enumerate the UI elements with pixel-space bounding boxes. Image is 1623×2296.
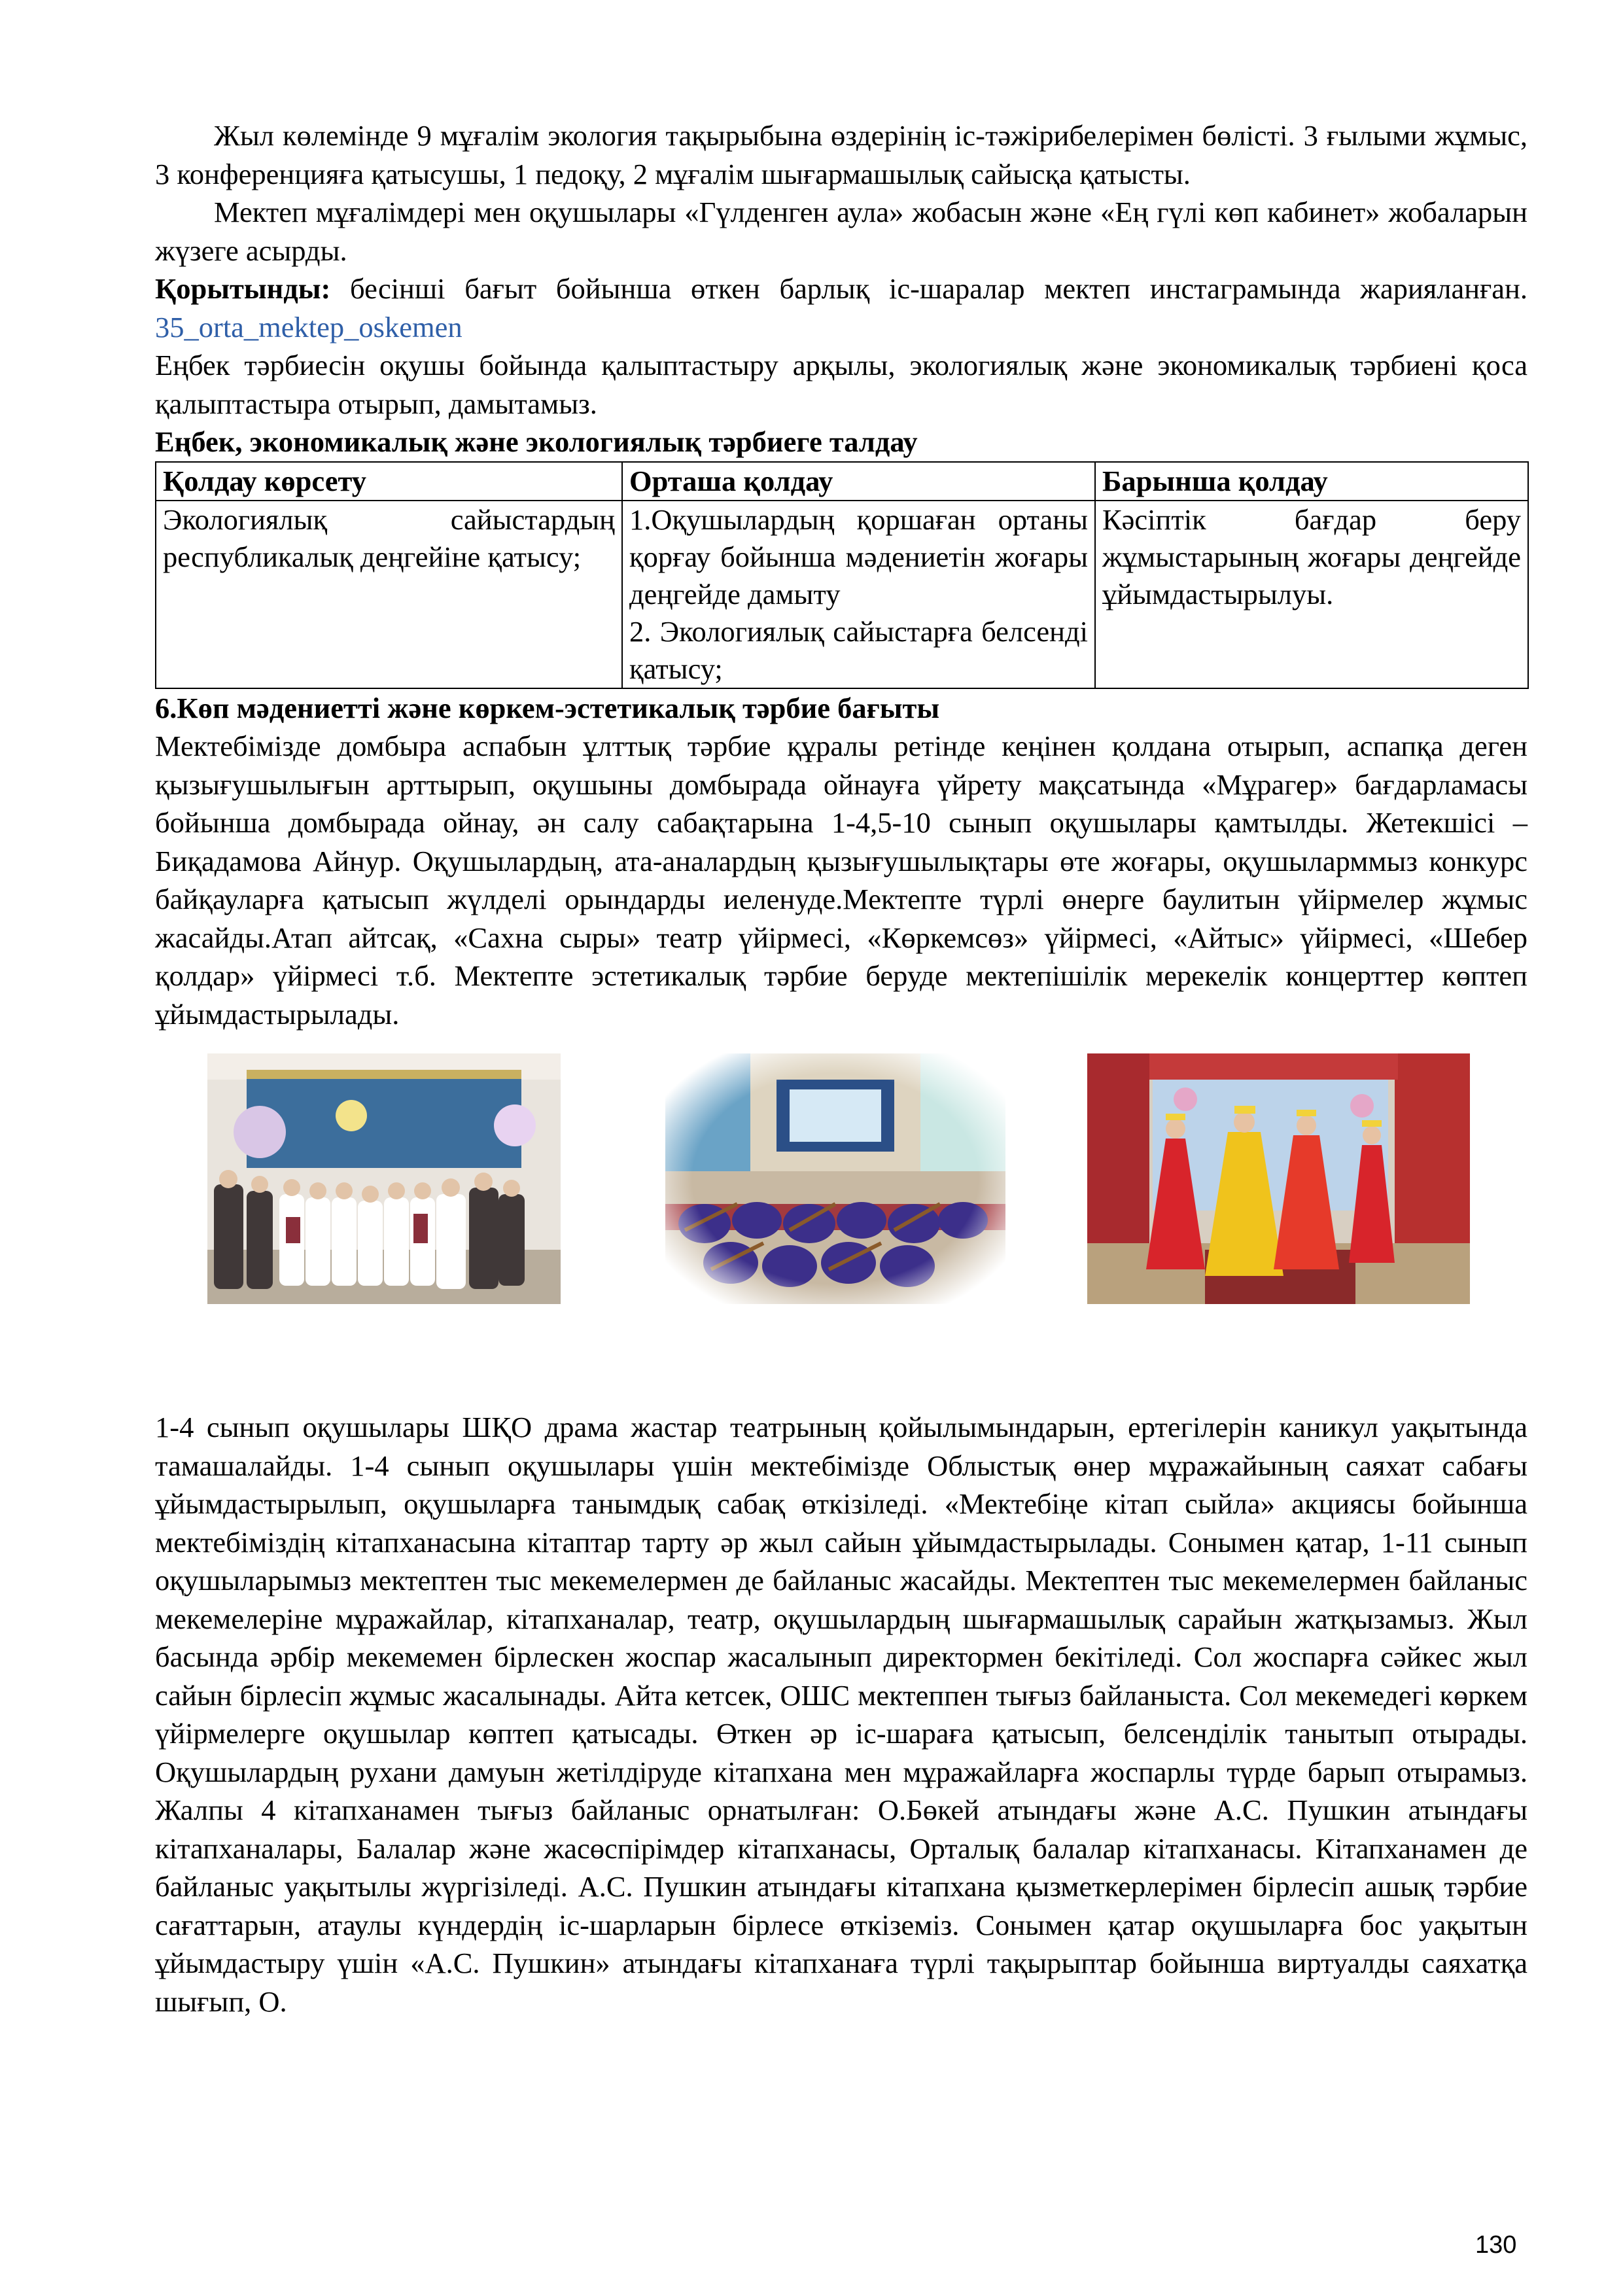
group-photo-icon xyxy=(207,1053,561,1304)
cell-max-support: Кәсіптік бағдар беру жұмыстарының жоғары деңгейде ұйымдастырылуы. xyxy=(1095,501,1528,688)
dance-performance-photo-icon xyxy=(1087,1053,1470,1304)
medium-support-item-1: 1.Оқушылардың қоршаған ортаны қорғау бойынша мәдениетін жоғары деңгейде дамыту xyxy=(629,503,1088,610)
medium-support-item-2: 2. Экологиялық сайыстарға белсенді қатысу; xyxy=(629,614,1088,685)
cell-medium-support xyxy=(622,501,1095,688)
paragraph-school-projects: Мектеп мұғалімдері мен оқушылары «Гүлденген аула» жобасын және «Ең гүлі көп кабинет» жобаларын жүзеге асырды. xyxy=(155,196,1527,267)
header-max-support: Барынша қолдау xyxy=(1095,462,1528,501)
header-support: Қолдау көрсету xyxy=(156,462,622,501)
support-levels-table xyxy=(155,461,1529,689)
conclusion-label: Қорытынды: xyxy=(155,272,331,305)
section-6-heading: 6.Көп мәдениетті және көркем-эстетикалық тәрбие бағыты xyxy=(155,691,940,724)
dombra-class-photo-icon xyxy=(665,1053,1005,1304)
table-title: Еңбек, экономикалық және экологиялық тәрбиеге талдау xyxy=(155,425,918,458)
paragraph-teachers-experience: Жыл көлемінде 9 мұғалім экология тақырыбына өздерінің іс-тәжірибелерімен бөлісті. 3 ғылыми жұмыс, 3 конференцияға қатысушы, 1 педоқу, 2 мұғалім шығармашылық сайысқа қатысты. xyxy=(155,119,1527,190)
page-content xyxy=(155,116,1527,2021)
photo-row xyxy=(155,1053,1527,1379)
header-medium-support: Орташа қолдау xyxy=(622,462,1095,501)
conclusion-paragraph xyxy=(155,270,1527,346)
paragraph-extracurricular: 1-4 сынып оқушылары ШҚО драма жастар театрының қойылымындарын, ертегілерін каникул уақытында тамашалайды. 1-4 сынып оқушылары үшін мектебімізде Облыстық өнер мұражайының саяхат сабағы ұйымдастырылып, оқушыларға танымдық сабақ өткізіледі. «Мектебіңе кітап сыйла» акциясы бойынша мектебіміздің кітапханасына кітаптар тарту әр жыл сайын ұйымдастырылады. Сонымен қатар, 1-11 сынып оқушыларымыз мектептен тыс мекемелермен де байланыс жасайды. Мектептен тыс мекемелермен байланыс мекемелеріне мұражайлар, кітапханалар, театр, оқушылардың шығармашылық сарайын жатқызамыз. Жыл басында әрбір мекемемен бірлескен жоспар жасалынып директормен бекітіледі. Сол жоспарға сәйкес жыл сайын бірлесіп жұмыс жасалынады. Айта кетсек, ОШС мектеппен тығыз байланыста. Сол мекемедегі көркем үйірмелерге оқушылар көптеп қатысады. Өткен әр іс-шараға қатысып, белсенділік танытып отырады. Оқушылардың рухани дамуын жетілдіруде кітапхана мен мұражайларға жоспарлы түрде барып отырамыз. Жалпы 4 кітапханамен тығыз байланыс орнатылған: О.Бөкей атындағы және А.С. Пушкин атындағы кітапханалары, Балалар және жасөспірімдер кітапханасы, Орталық балалар кітапханасы. Кітапханамен де байланыс уақытылы жүргізіледі. А.С. Пушкин атындағы кітапхана қызметкерлерімен бірлесіп ашық тәрбие сағаттарын, атаулы күндердің іс-шарларын бірлесе өткіземіз. Сонымен қатар оқушыларға бос уақытын ұйымдастыру үшін «А.С. Пушкин» атындағы кітапханаға түрлі тақырыптар бойынша виртуалды саяхатқа шығып, О. xyxy=(155,1411,1527,2018)
table-row xyxy=(156,501,1528,688)
section-6-text: Мектебімізде домбыра аспабын ұлттық тәрбие құралы ретінде кеңінен қолдана отырып, аспапқа деген қызығушылығын арттырып, оқушыны домбырада ойнауға үйрету мақсатында «Мұрагер» бағдарламасы бойынша домбырада ойнау, ән салу сабақтарына 1-4,5-10 сынып оқушылары қамтылды. Жетекшісі – Биқадамова Айнур. Оқушылардың, ата-аналардың қызығушылықтары өте жоғары, оқушыларммыз конкурс байқауларға қатысып жүлделі орындарды иеленуде.Мектепте түрлі өнерге баулитын үйірмелер жұмыс жасайды.Атап айтсақ, «Сахна сыры» театр үйірмесі, «Көркемсөз» үйірмесі, «Айтыс» үйірмесі, «Шебер қолдар» үйірмесі т.б. Мектепте эстетикалық тәрбие беруде мектепішілік мерекелік концерттер көптеп ұйымдастырылады. xyxy=(155,730,1527,1031)
table-header-row xyxy=(156,462,1528,501)
paragraph-labor-education: Еңбек тәрбиесін оқушы бойында қалыптастыру арқылы, экологиялық және экономикалық тәрбиені қоса қалыптастыра отырып, дамытамыз. xyxy=(155,349,1527,420)
page-number: 130 xyxy=(1475,2231,1517,2259)
instagram-link[interactable]: 35_orta_mektep_oskemen xyxy=(155,310,462,344)
conclusion-text: бесінші бағыт бойынша өткен барлық іс-шаралар мектеп инстаграмында жарияланған. xyxy=(330,272,1527,305)
cell-support: Экологиялық сайыстардың республикалық деңгейіне қатысу; xyxy=(156,501,622,688)
